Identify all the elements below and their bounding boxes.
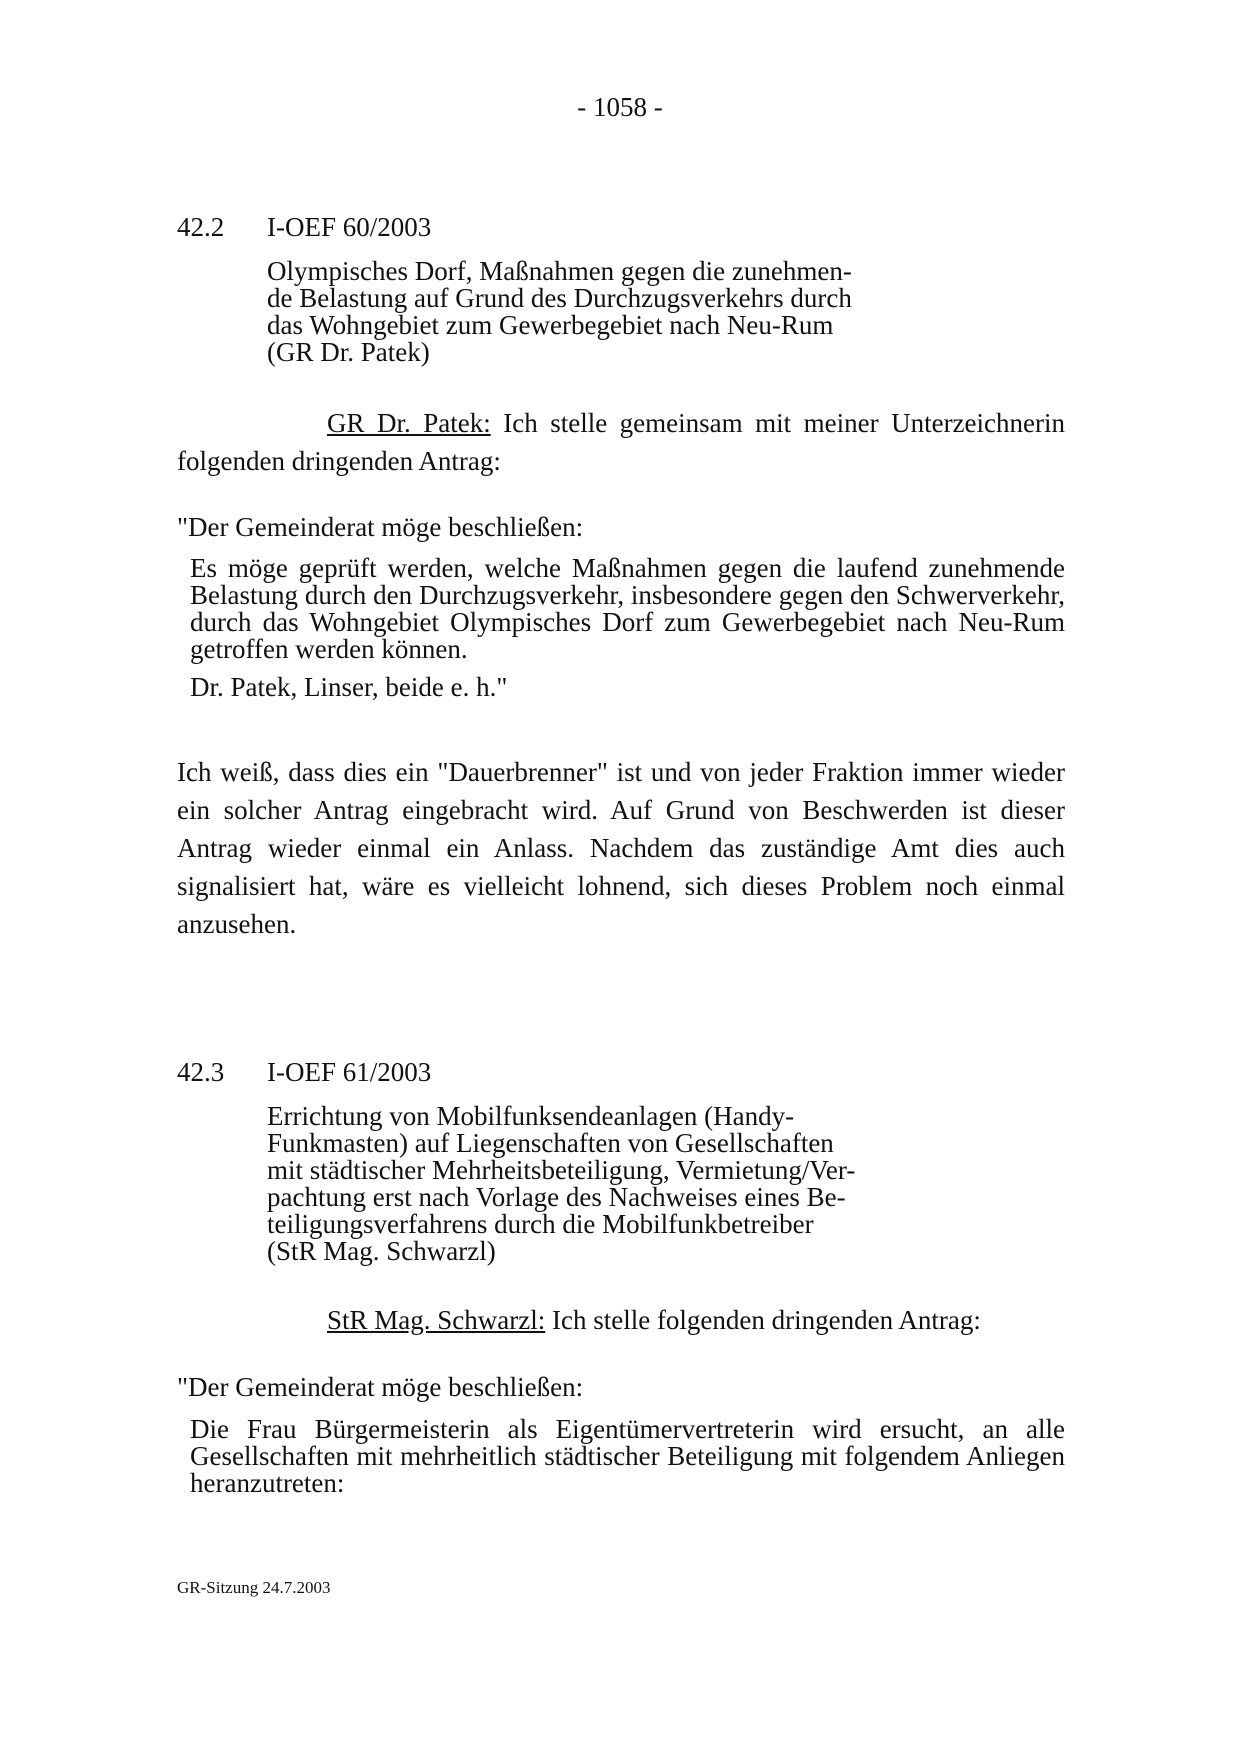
agenda-item-number: 42.3 [177,1057,225,1087]
agenda-item-number: 42.2 [177,212,225,242]
title-line: (StR Mag. Schwarzl) [267,1236,496,1266]
agenda-item-title [267,1103,927,1265]
title-line: das Wohngebiet zum Gewerbegebiet nach Neu-Rum [267,310,834,340]
title-line: (GR Dr. Patek) [267,337,430,367]
title-line: teiligungsverfahrens durch die Mobilfunkbetreiber [267,1209,814,1239]
agenda-item-title [267,258,927,366]
speaker-statement [177,1301,1065,1339]
motion-body: Die Frau Bürgermeisterin als Eigentümervertreterin wird ersucht, an alle Gesellschaften mit mehrheitlich städtischer Beteiligung mit folgendem Anliegen heranzutreten: [190,1414,1065,1498]
agenda-item-header [177,211,431,243]
title-line: pachtung erst nach Vorlage des Nachweises eines Be- [267,1182,846,1212]
motion-intro: "Der Gemeinderat möge beschließen: [177,1372,584,1402]
title-line: Olympisches Dorf, Maßnahmen gegen die zunehmen- [267,256,852,286]
title-line: Funkmasten) auf Liegenschaften von Gesellschaften [267,1128,834,1158]
agenda-item-code: I-OEF 61/2003 [267,1057,432,1087]
title-line: mit städtischer Mehrheitsbeteiligung, Vermietung/Ver- [267,1155,856,1185]
speaker-text: Ich stelle gemeinsam mit meiner Unterzeichnerin folgenden dringenden Antrag: [177,408,1065,476]
speaker-name: StR Mag. Schwarzl: [327,1305,546,1335]
page-number: - 1058 - [577,92,663,122]
speaker-statement [177,404,1065,480]
motion-body: Es möge geprüft werden, welche Maßnahmen gegen die laufend zunehmende Belastung durch den Durchzugsverkehr, insbesondere gegen den Schwerverkehr, durch das Wohngebiet Olympisches Dorf zum Gewerbegebiet nach Neu-Rum getroffen werden können. [190,553,1065,664]
page-footer: GR-Sitzung 24.7.2003 [177,1578,331,1597]
motion-intro: "Der Gemeinderat möge beschließen: [177,512,584,542]
agenda-item-header [177,1056,431,1088]
title-line: de Belastung auf Grund des Durchzugsverkehrs durch [267,283,852,313]
title-line: Errichtung von Mobilfunksendeanlagen (Handy- [267,1101,795,1131]
motion-signature: Dr. Patek, Linser, beide e. h." [190,672,508,702]
speaker-text: Ich stelle folgenden dringenden Antrag: [545,1305,981,1335]
comment-paragraph: Ich weiß, dass dies ein "Dauerbrenner" ist und von jeder Fraktion immer wieder ein solcher Antrag eingebracht wird. Auf Grund von Beschwerden ist dieser Antrag wieder einmal ein Anlass. Nachdem das zuständige Amt dies auch signalisiert hat, wäre es vielleicht lohnend, sich dieses Problem noch einmal anzusehen. [177,757,1065,939]
speaker-name: GR Dr. Patek: [327,408,491,438]
agenda-item-code: I-OEF 60/2003 [267,212,432,242]
